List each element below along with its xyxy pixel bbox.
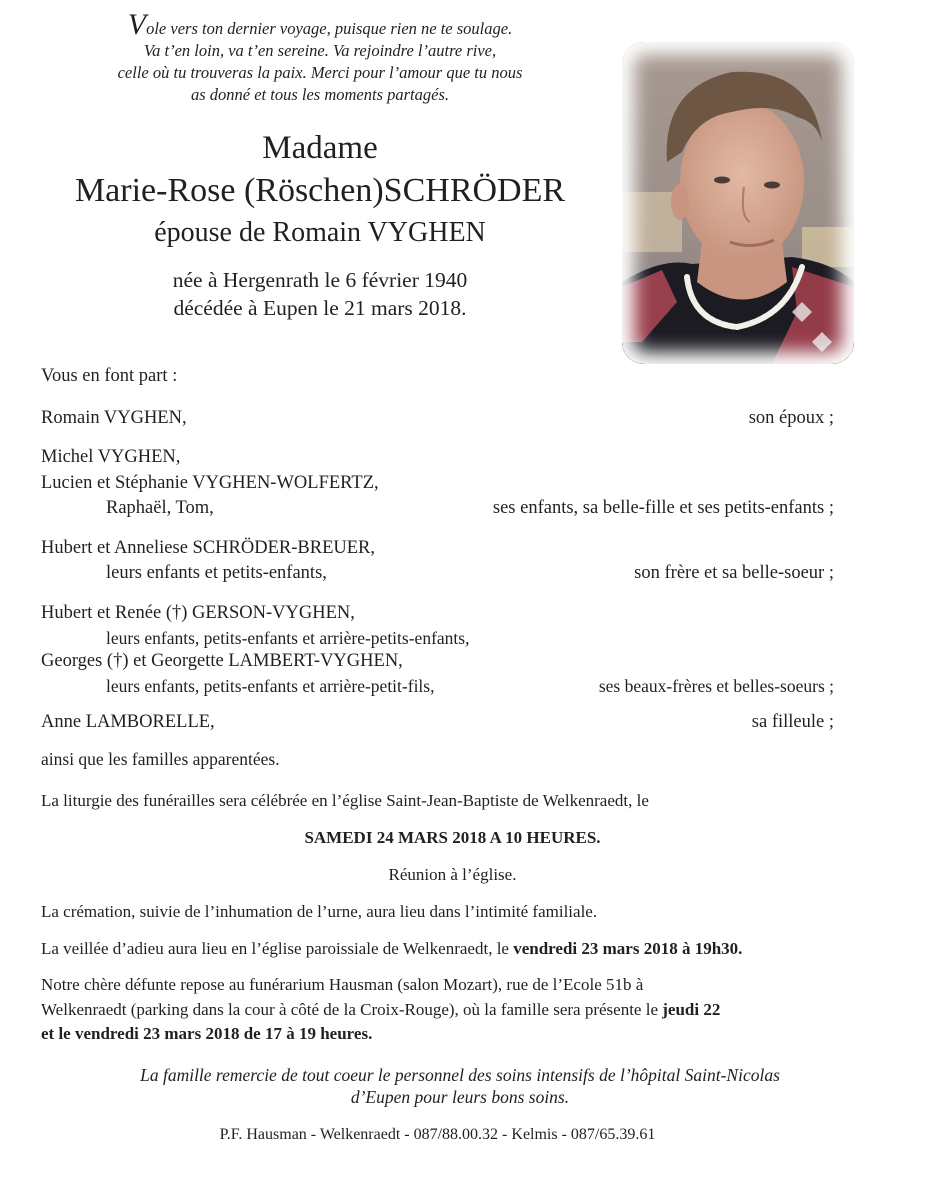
- family-line: Romain VYGHEN,: [41, 408, 187, 428]
- family-line: Michel VYGHEN,: [41, 447, 181, 467]
- poem-line-3: celle où tu trouveras la paix. Merci pour l’amour que tu nous: [117, 63, 523, 82]
- family-line: leurs enfants, petits-enfants et arrière-petits-enfants,: [106, 628, 470, 648]
- poem-line-1: [80, 8, 560, 41]
- family-line: leurs enfants et petits-enfants,: [106, 563, 327, 583]
- honorific-title: Madame: [262, 130, 378, 166]
- thanks-line-1: La famille remercie de tout coeur le personnel des soins intensifs de l’hôpital Saint-Nicolas: [140, 1065, 780, 1085]
- cremation-line: La crémation, suivie de l’inhumation de l’urne, aura lieu dans l’intimité familiale.: [41, 902, 598, 921]
- relation: sa filleule ;: [751, 712, 834, 732]
- portrait-photo: [622, 42, 854, 364]
- family-line: Anne LAMBORELLE,: [41, 712, 215, 732]
- photo-vignette: [622, 42, 854, 364]
- relation: ses enfants, sa belle-fille et ses petits-enfants ;: [492, 498, 834, 518]
- vigil-text: La veillée d’adieu aura lieu en l’église paroissiale de Welkenraedt, le: [41, 939, 514, 958]
- family-line: Georges (†) et Georgette LAMBERT-VYGHEN,: [41, 651, 403, 671]
- poem-line-2: Va t’en loin, va t’en sereine. Va rejoindre l’autre rive,: [143, 41, 497, 60]
- family-line: Raphaël, Tom,: [106, 498, 214, 518]
- family-line: Lucien et Stéphanie VYGHEN-WOLFERTZ,: [41, 473, 379, 493]
- thanks-line-2: d’Eupen pour leurs bons soins.: [350, 1087, 570, 1107]
- poem-line-1-text: ole vers ton dernier voyage, puisque rien ne te soulage.: [146, 19, 513, 38]
- vigil-line: [41, 939, 742, 959]
- funeral-home-footer: P.F. Hausman - Welkenraedt - 087/88.00.32 - Kelmis - 087/65.39.61: [219, 1126, 656, 1143]
- poem: [80, 8, 560, 106]
- relation: ses beaux-frères et belles-soeurs ;: [598, 676, 834, 696]
- poem-line-4: as donné et tous les moments partagés.: [190, 85, 450, 104]
- family-line: leurs enfants, petits-enfants et arrière-petit-fils,: [106, 676, 435, 696]
- rest-line-2-text: Welkenraedt (parking dans la cour à côté de la Croix-Rouge), où la famille sera présente le: [41, 1000, 663, 1019]
- vigil-date: vendredi 23 mars 2018 à 19h30.: [513, 939, 743, 958]
- rest-line-1: Notre chère défunte repose au funérarium Hausman (salon Mozart), rue de l’Ecole 51b à: [41, 975, 644, 994]
- deceased-name: Marie-Rose (Röschen)SCHRÖDER: [74, 172, 566, 209]
- poem-dropcap: V: [127, 8, 147, 41]
- closing-line: ainsi que les familles apparentées.: [41, 749, 280, 769]
- rest-line-2-bold: jeudi 22: [662, 1000, 721, 1019]
- funeral-date: SAMEDI 24 MARS 2018 A 10 HEURES.: [304, 828, 601, 847]
- rest-line-3: et le vendredi 23 mars 2018 de 17 à 19 heures.: [41, 1024, 373, 1043]
- intro: Vous en font part :: [41, 366, 178, 386]
- meeting-line: Réunion à l’église.: [388, 865, 517, 884]
- relation: son époux ;: [748, 408, 834, 428]
- liturgy-line: La liturgie des funérailles sera célébrée en l’église Saint-Jean-Baptiste de Welkenraedt, le: [41, 791, 649, 810]
- rest-line-2: [41, 1000, 720, 1020]
- birth-line: née à Hergenrath le 6 février 1940: [172, 268, 468, 292]
- spouse-line: épouse de Romain VYGHEN: [154, 217, 486, 248]
- death-line: décédée à Eupen le 21 mars 2018.: [173, 296, 467, 320]
- thanks-note: [60, 1064, 860, 1108]
- life-dates: [40, 266, 600, 322]
- family-line: Hubert et Renée (†) GERSON-VYGHEN,: [41, 603, 355, 623]
- family-line: Hubert et Anneliese SCHRÖDER-BREUER,: [41, 538, 376, 558]
- relation: son frère et sa belle-soeur ;: [634, 563, 834, 583]
